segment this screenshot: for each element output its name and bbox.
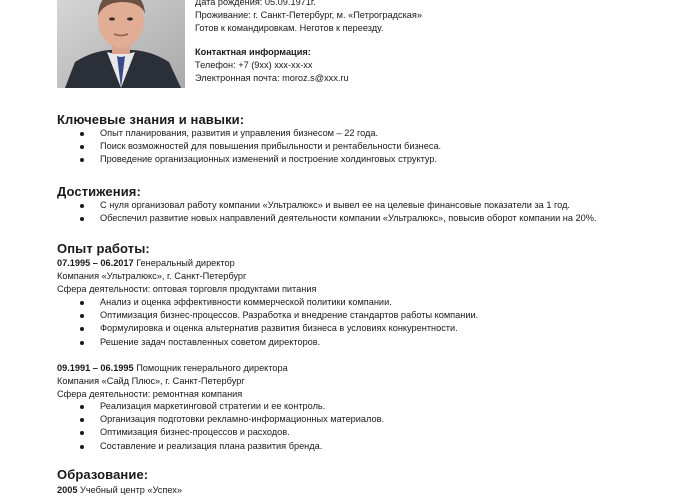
phone: Телефон: +7 (9хх) ххх-хх-хх xyxy=(195,60,313,71)
list-item: С нуля организовал работу компании «Ультралюкс» и вывел ее на целевые финансовые показатели за 1 год. xyxy=(57,199,596,212)
job-duties-1 xyxy=(57,296,478,349)
achievements-list xyxy=(57,199,596,225)
list-item: Оптимизация бизнес-процессов. Разработка и внедрение стандартов работы компании. xyxy=(57,309,478,322)
job-position: Генеральный директор xyxy=(133,258,235,268)
job-title-line xyxy=(57,257,316,270)
education-year: 2005 xyxy=(57,485,78,495)
list-item: Организация подготовки рекламно-информационных материалов. xyxy=(57,413,384,426)
job-entry-1 xyxy=(57,257,316,296)
travel-readiness: Готов к командировкам. Неготов к переезду. xyxy=(195,22,384,33)
education-heading: Образование: xyxy=(57,467,149,482)
education-entry xyxy=(57,484,182,497)
achievements-heading: Достижения: xyxy=(57,184,141,199)
job-position: Помощник генерального директора xyxy=(133,363,288,373)
list-item: Формулировка и оценка альтернатив развития бизнеса в условиях конкурентности. xyxy=(57,322,478,335)
personal-info xyxy=(195,0,422,85)
contact-heading: Контактная информация: xyxy=(195,47,311,58)
residence: Проживание: г. Санкт-Петербург, м. «Петроградская» xyxy=(195,9,422,20)
birth-date: Дата рождения: 05.09.1971г. xyxy=(195,0,316,7)
list-item: Опыт планирования, развития и управления бизнесом – 22 года. xyxy=(57,127,441,140)
job-field: Сфера деятельности: ремонтная компания xyxy=(57,389,243,399)
profile-photo xyxy=(57,0,185,88)
list-item: Поиск возможностей для повышения прибыльности и рентабельности бизнеса. xyxy=(57,140,441,153)
job-title-line xyxy=(57,362,288,375)
job-entry-2 xyxy=(57,362,288,401)
email: Электронная почта: moroz.s@xxx.ru xyxy=(195,72,349,83)
skills-list xyxy=(57,127,441,167)
list-item: Обеспечил развитие новых направлений деятельности компании «Ультралюкс», повысив оборот компании на 20%. xyxy=(57,212,596,225)
job-company: Компания «Сайд Плюс», г. Санкт-Петербург xyxy=(57,376,245,386)
experience-heading: Опыт работы: xyxy=(57,241,150,256)
list-item: Оптимизация бизнес-процессов и расходов. xyxy=(57,426,384,439)
job-period: 09.1991 – 06.1995 xyxy=(57,363,134,373)
job-field: Сфера деятельности: оптовая торговля продуктами питания xyxy=(57,284,317,294)
list-item: Реализация маркетинговой стратегии и ее контроль. xyxy=(57,400,384,413)
list-item: Проведение организационных изменений и построение холдинговых структур. xyxy=(57,153,441,166)
job-duties-2 xyxy=(57,400,384,453)
job-company: Компания «Ультралюкс», г. Санкт-Петербург xyxy=(57,271,247,281)
job-period: 07.1995 – 06.2017 xyxy=(57,258,134,268)
skills-heading: Ключевые знания и навыки: xyxy=(57,112,245,127)
list-item: Составление и реализация плана развития бренда. xyxy=(57,440,384,453)
list-item: Анализ и оценка эффективности коммерческой политики компании. xyxy=(57,296,478,309)
education-place: Учебный центр «Успех» xyxy=(77,485,182,495)
list-item: Решение задач поставленных советом директоров. xyxy=(57,336,478,349)
